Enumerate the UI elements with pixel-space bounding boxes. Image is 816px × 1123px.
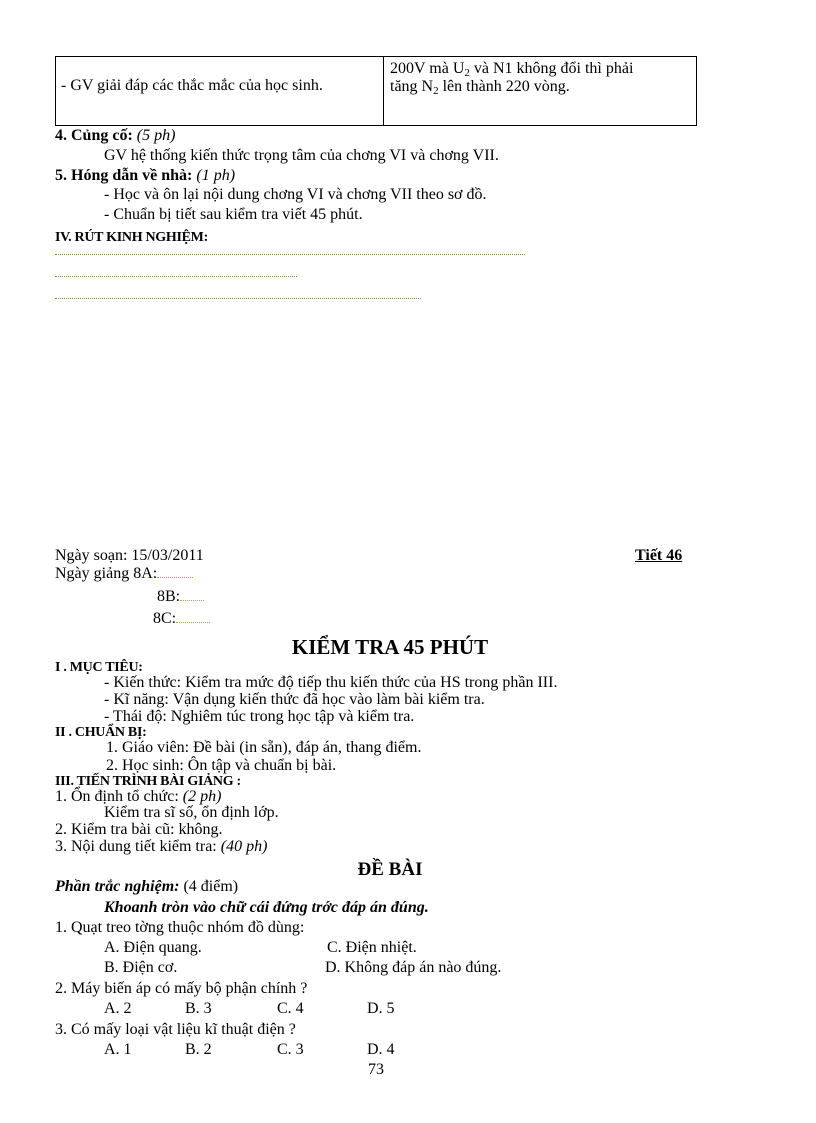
part-points: (4 điểm) — [183, 878, 239, 895]
blank-8b — [180, 588, 204, 601]
ngay-giang-label: Ngày giảng 8A: — [55, 565, 158, 582]
cungco-label: 4. Củng cố: — [55, 127, 133, 144]
tientrinh-item-3 — [55, 838, 267, 856]
q1-option-c: C. Điện nhiệt. — [327, 939, 417, 956]
q2-option-a: A. 2 — [104, 1000, 132, 1017]
tientrinh-item-1-text: Kiểm tra sĩ số, ổn định lớp. — [104, 804, 279, 821]
huongdan-heading — [55, 167, 235, 185]
item3-label: 3. Nội dung tiết kiểm tra: — [55, 838, 217, 855]
muctieu-item-1: - Kiến thức: Kiểm tra mức độ tiếp thu kiến thức của HS trong phần III. — [104, 674, 558, 691]
q3-option-b: B. 2 — [185, 1041, 212, 1058]
question-2: 2. Máy biến áp có mấy bộ phận chính ? — [55, 980, 308, 997]
table-cell-content — [390, 60, 690, 96]
table-cell-teacher — [61, 77, 379, 95]
question-1: 1. Quạt treo tờng thuộc nhóm đồ dùng: — [55, 919, 305, 936]
rutkinhnghiem-heading: IV. RÚT KINH NGHIỆM: — [55, 230, 208, 245]
dotted-line-2 — [55, 276, 297, 277]
q1-option-a: A. Điện quang. — [104, 939, 202, 956]
ngay-giang-row — [55, 565, 193, 583]
muctieu-item-3: - Thái độ: Nghiêm túc trong học tập và kiểm tra. — [104, 708, 415, 725]
table-divider — [383, 57, 384, 125]
cungco-heading — [55, 127, 175, 145]
ngay-soan: Ngày soạn: 15/03/2011 — [55, 547, 204, 564]
muctieu-heading: I . MỤC TIÊU: — [55, 660, 143, 675]
subscript: 2 — [433, 85, 439, 97]
page-number: 73 — [368, 1061, 384, 1078]
debai-heading: ĐỀ BÀI — [357, 859, 423, 880]
class-8b-label: 8B: — [157, 588, 181, 605]
text-part: 200V mà U — [390, 60, 465, 77]
chuanbi-item-2: 2. Học sinh: Ôn tập và chuẩn bị bài. — [106, 757, 337, 774]
huongdan-label: 5. Hóng dẫn về nhà: — [55, 167, 193, 184]
item1-label: 1. Ổn định tổ chức: — [55, 788, 179, 805]
chuanbi-item-1: 1. Giáo viên: Đề bài (in sẵn), đáp án, thang điểm. — [106, 739, 422, 756]
q2-option-d: D. 5 — [367, 1000, 395, 1017]
q3-option-d: D. 4 — [367, 1041, 395, 1058]
text-part: lên thành 220 vòng. — [438, 78, 570, 95]
text-part: và N1 không đổi thì phải — [469, 60, 634, 77]
table-left-text: - GV giải đáp các thắc mắc của học sinh. — [61, 77, 323, 94]
q2-option-c: C. 4 — [277, 1000, 304, 1017]
text-part: tăng N — [390, 78, 434, 95]
huongdan-item-2: - Chuẩn bị tiết sau kiểm tra viết 45 phút. — [104, 206, 363, 223]
class-8c-label: 8C: — [153, 610, 177, 627]
tiet-number: Tiết 46 — [635, 547, 683, 564]
class-8b-row — [157, 588, 204, 606]
table-right-line-1 — [390, 60, 690, 78]
table-right-line-2 — [390, 78, 690, 96]
blank-8c — [176, 610, 210, 623]
part-label: Phần trắc nghiệm: — [55, 878, 180, 895]
chuanbi-heading: II . CHUẨN BỊ: — [55, 725, 147, 740]
q1-option-b: B. Điện cơ. — [104, 959, 178, 976]
blank-8a — [157, 565, 193, 578]
activity-table — [55, 56, 697, 126]
huongdan-item-1: - Học và ôn lại nội dung chơng VI và chơng VII theo sơ đồ. — [104, 186, 487, 203]
huongdan-time: (1 ph) — [196, 167, 236, 184]
question-3: 3. Có mấy loại vật liệu kĩ thuật điện ? — [55, 1021, 296, 1038]
q1-option-d: D. Không đáp án nào đúng. — [325, 959, 502, 976]
instruction: Khoanh tròn vào chữ cái đứng trớc đáp án đúng. — [104, 899, 429, 916]
item3-time: (40 ph) — [220, 838, 268, 855]
cungco-text: GV hệ thống kiến thức trọng tâm của chơng VI và chơng VII. — [104, 147, 499, 164]
tientrinh-item-2: 2. Kiểm tra bài cũ: không. — [55, 821, 223, 838]
dotted-line-3 — [55, 298, 421, 299]
q3-option-c: C. 3 — [277, 1041, 304, 1058]
q3-option-a: A. 1 — [104, 1041, 132, 1058]
item1-time: (2 ph) — [182, 788, 222, 805]
muctieu-item-2: - Kĩ năng: Vận dụng kiến thức đã học vào làm bài kiểm tra. — [104, 691, 485, 708]
cungco-time: (5 ph) — [136, 127, 176, 144]
dotted-line-1 — [55, 254, 525, 255]
class-8c-row — [153, 610, 210, 628]
tientrinh-heading: III. TIẾN TRÌNH BÀI GIẢNG : — [55, 774, 241, 789]
page-title: KIỂM TRA 45 PHÚT — [291, 635, 489, 659]
part-heading — [55, 878, 238, 896]
subscript: 2 — [464, 67, 470, 79]
q2-option-b: B. 3 — [185, 1000, 212, 1017]
